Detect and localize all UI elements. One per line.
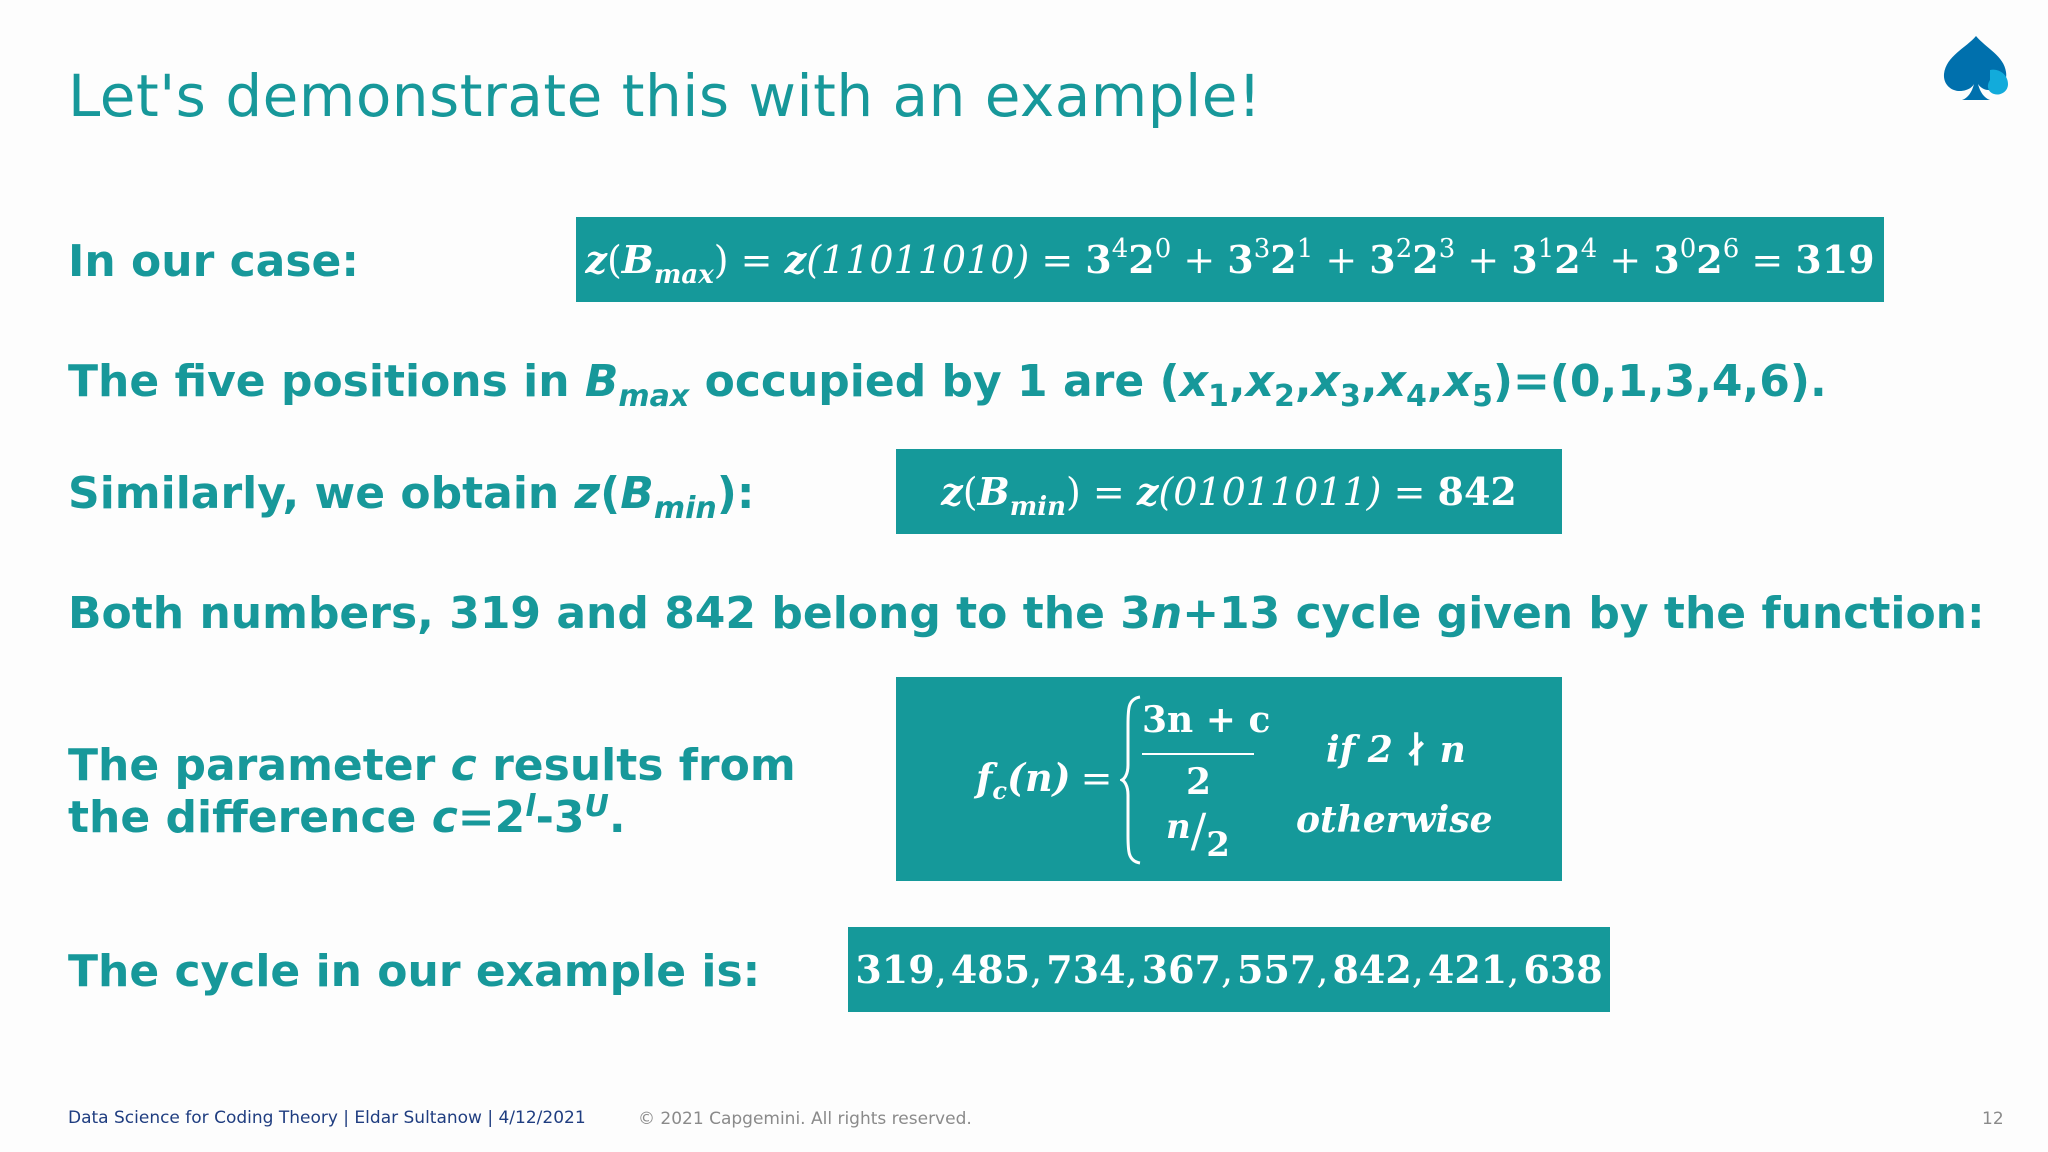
formula-z-bmax: $z(B_{max}) = z(11011010) = 3^42^0 + 3^32^1 + 3^22^3 + 3^12^4 + 3^02^6 = 319$ <box>576 217 1884 302</box>
cycle-separator: , <box>1220 948 1234 992</box>
fraction-numerator: 3n + c <box>1142 699 1271 741</box>
label-five-positions: The five positions in $B_{max}$ occupied by 1 are $(x_1,x_2,x_3,x_4,x_5)=(0,1,3,4,6)$. <box>68 356 1827 414</box>
piecewise-lhs: $f_c(n)$ = <box>976 755 1113 805</box>
capgemini-spade-logo <box>1938 34 2014 102</box>
label-difference: the difference $c=2^l-3^U$. <box>68 789 626 843</box>
cycle-value: 485 <box>950 947 1031 992</box>
cycle-values <box>855 947 1602 992</box>
label-both-numbers: Both numbers, 319 and 842 belong to the 3n+13 cycle given by the function: <box>68 588 1985 639</box>
cycle-separator: , <box>1030 948 1043 992</box>
cycle-value: 319 <box>855 947 935 992</box>
cycle-value: 421 <box>1427 947 1508 992</box>
label-in-our-case: In our case: <box>68 236 359 287</box>
cycle-value: 842 <box>1332 947 1412 992</box>
left-brace <box>1120 695 1144 865</box>
formula-piecewise-function <box>896 677 1562 881</box>
cycle-value: 638 <box>1523 947 1603 992</box>
condition-otherwise: otherwise <box>1296 799 1493 841</box>
condition-odd: if 2 ∤ n <box>1326 729 1466 771</box>
n-over-two: n/2 <box>1166 803 1230 865</box>
fraction-denominator: 2 <box>1186 761 1212 803</box>
cycle-value: 557 <box>1237 947 1317 992</box>
footer-presentation-info: Data Science for Coding Theory | Eldar Sultanow | 4/12/2021 <box>68 1108 586 1128</box>
fraction-bar <box>1142 753 1254 755</box>
formula-z-bmin: $z(B_{min}) = z(01011011) = 842$ <box>896 449 1562 534</box>
cycle-separator: , <box>1316 948 1329 992</box>
cycle-separator: , <box>1507 948 1520 992</box>
cycle-separator: , <box>934 948 947 992</box>
cycle-value: 367 <box>1141 947 1221 992</box>
label-cycle: The cycle in our example is: <box>68 946 761 997</box>
label-parameter-c: The parameter c results from <box>68 740 796 791</box>
footer-copyright: © 2021 Capgemini. All rights reserved. <box>638 1109 972 1129</box>
cycle-value: 734 <box>1046 947 1126 992</box>
cycle-values-box <box>848 927 1610 1012</box>
label-similarly: Similarly, we obtain $z(B_{min})$: <box>68 468 755 526</box>
slide-title: Let's demonstrate this with an example! <box>68 62 1262 130</box>
page-number: 12 <box>1982 1109 2004 1129</box>
cycle-separator: , <box>1125 948 1138 992</box>
cycle-separator: , <box>1411 948 1424 992</box>
